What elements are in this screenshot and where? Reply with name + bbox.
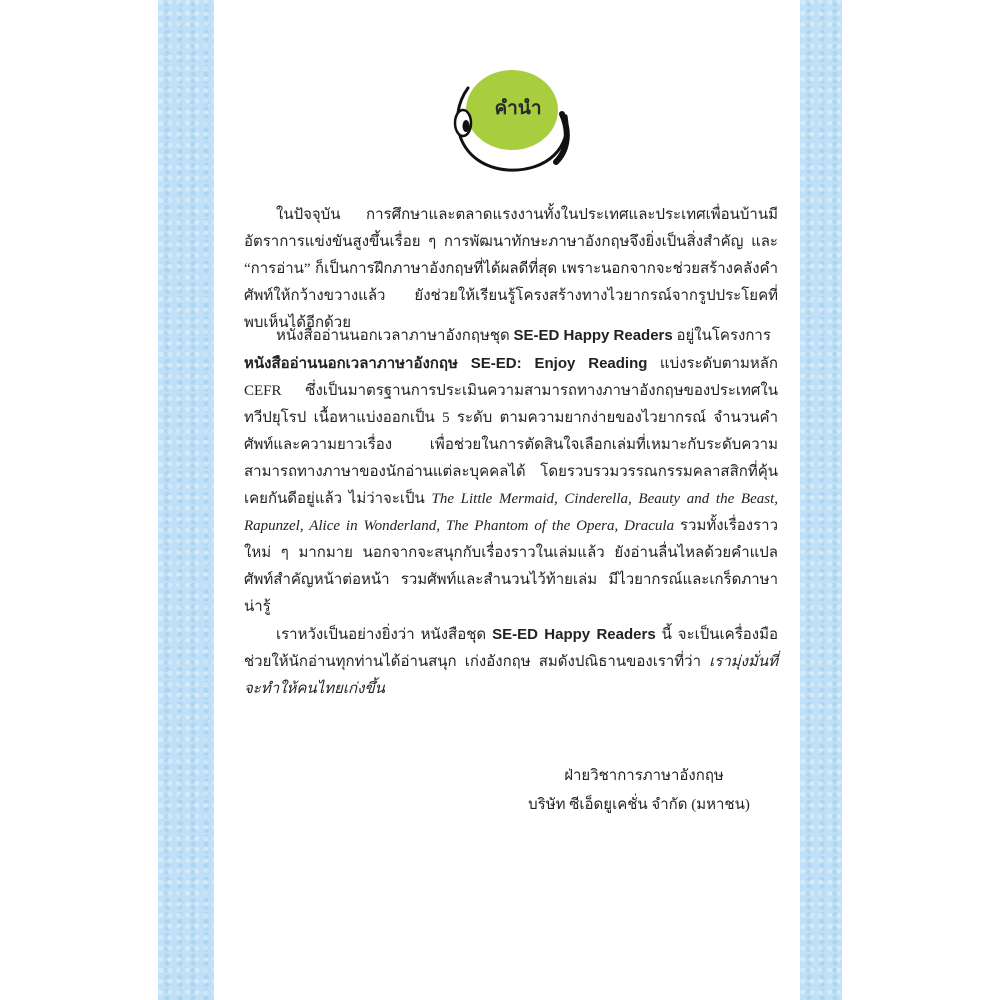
paragraph-1-text: ในปัจจุบัน การศึกษาและตลาดแรงงานทั้งในประเทศและประเทศเพื่อนบ้านมีอัตราการแข่งขันสูงขึ้นเรื่อย ๆ การพัฒนาทักษะภาษาอังกฤษจึงยิ่งเป็นสิ่งสำคัญ และ “การอ่าน” ก็เป็นการฝึกภาษาอังกฤษที่ได้ผลดีที่สุด เพราะนอกจากจะช่วยสร้างคลังคำศัพท์ให้กว้างขวางแล้ว ยังช่วยให้เรียนรู้โครงสร้างทางไวยากรณ์จากรูปประโยคที่พบเห็นได้อีกด้วย <box>244 207 778 331</box>
page-title: คำนำ <box>494 97 542 119</box>
paragraph-3 <box>244 621 778 703</box>
paragraph-3-text <box>244 621 778 703</box>
right-side-band <box>800 0 842 1000</box>
signature-company: บริษัท ซีเอ็ดยูเคชั่น จำกัด (มหาชน) <box>528 797 750 813</box>
p2-text-3: หนังสืออ่านนอกเวลาภาษาอังกฤษ <box>244 355 471 372</box>
paragraph-2-text <box>244 322 778 621</box>
motto: เรามุ่งมั่นที่จะทำให้คนไทยเก่งขึ้น <box>244 654 778 697</box>
p3-text-1: เราหวังเป็นอย่างยิ่งว่า หนังสือชุด <box>276 627 493 643</box>
left-side-band <box>158 0 214 1000</box>
p3-text-2: นี้ จะเป็นเครื่องมือช่วยให้นักอ่านทุกท่านได้อ่านสนุก เก่งอังกฤษ สมดังปณิธานของเราที่ว่า <box>244 627 778 670</box>
p2-text-5: รวมทั้งเรื่องราวใหม่ ๆ มากมาย นอกจากจะสนุกกับเรื่องราวในเล่มแล้ว ยังอ่านลื่นไหลด้วยคำแปลศัพท์สำคัญหน้าต่อหน้า รวมศัพท์และสำนวนไว้ท้ายเล่ม มีไวยากรณ์และเกร็ดภาษาน่ารู้ <box>244 518 779 615</box>
p2-text-4: แบ่งระดับตามหลัก CEFR ซึ่งเป็นมาตรฐานการประเมินความสามารถทางภาษาอังกฤษของประเทศในทวีปยุโรป เนื้อหาแบ่งออกเป็น 5 ระดับ ตามความยากง่ายของไวยากรณ์ จำนวนคำศัพท์และความยาวเรื่อง เพื่อช่วยในการตัดสินใจเลือกเล่มที่เหมาะกับระดับความสามารถทางภาษาของนักอ่านแต่ละบุคคลได้ โดยรวบรวมวรรณกรรมคลาสสิกที่คุ้นเคยกันดีอยู่แล้ว ไม่ว่าจะเป็น <box>244 356 779 507</box>
paragraph-2 <box>244 322 778 621</box>
paragraph-1 <box>244 202 778 337</box>
document-page <box>214 0 800 1000</box>
signature-department: ฝ่ายวิชาการภาษาอังกฤษ <box>564 768 724 784</box>
series-name-2: SE-ED Happy Readers <box>492 626 656 643</box>
p2-text-1: หนังสืออ่านนอกเวลาภาษาอังกฤษชุด <box>276 328 514 344</box>
project-name: SE-ED: Enjoy Reading <box>470 355 648 372</box>
eye-pupil <box>463 120 470 132</box>
book-titles: The Little Mermaid, Cinderella, Beauty and the Beast, Rapunzel, Alice in Wonderland, The Phantom of the Opera, Dracula <box>244 491 778 534</box>
p2-text-2: อยู่ในโครงการ <box>672 328 771 344</box>
series-name: SE-ED Happy Readers <box>513 327 673 344</box>
